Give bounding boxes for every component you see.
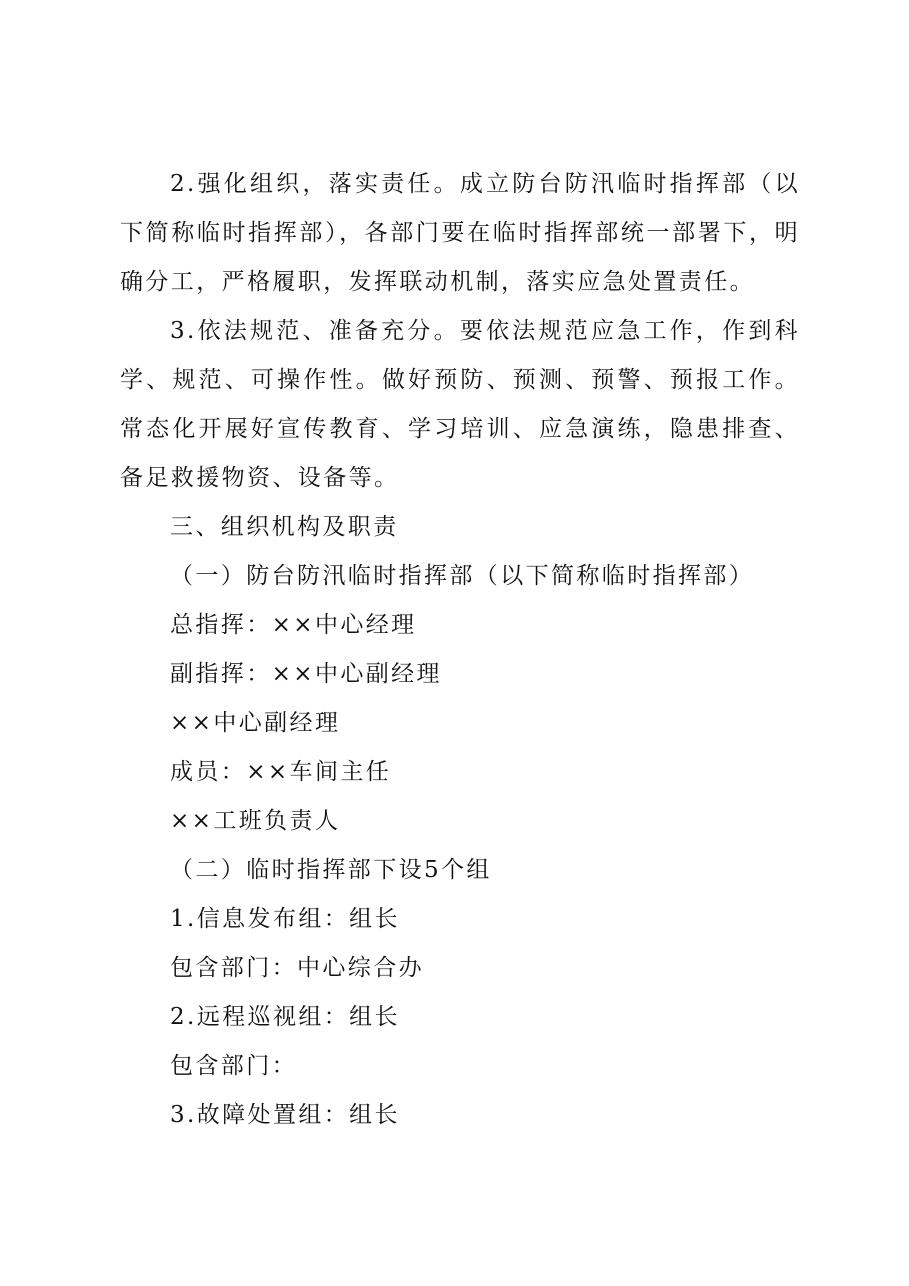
subsection-heading-groups: （二）临时指挥部下设5个组 [170,857,492,883]
group-info-release: 1.信息发布组：组长 [170,906,400,932]
paragraph-law-preparation: 3.依法规范、准备充分。要依法规范应急工作，作到科学、规范、可操作性。做好预防、预测、预警、预报工作。常态化开展好宣传教育、学习培训、应急演练，隐患排查、备足救援物资、设备等。 [120,318,800,491]
members-second-line: ××工班负责人 [170,808,341,834]
group-remote-inspection-departments: 包含部门： [170,1053,297,1079]
chief-commander-line: 总指挥：××中心经理 [170,612,417,638]
members-line: 成员：××车间主任 [170,759,392,785]
paragraph-organization-responsibility: 2.强化组织，落实责任。成立防台防汛临时指挥部（以下简称临时指挥部），各部门要在临时指挥部统一部署下，明确分工，严格履职，发挥联动机制，落实应急处置责任。 [120,171,800,295]
group-remote-inspection: 2.远程巡视组：组长 [170,1004,400,1030]
subsection-heading-command: （一）防台防汛临时指挥部（以下简称临时指挥部） [170,563,755,589]
group-fault-handling: 3.故障处置组：组长 [170,1102,400,1128]
section-heading-organization: 三、组织机构及职责 [170,514,399,540]
deputy-commander-line: 副指挥：××中心副经理 [170,661,442,687]
group-info-release-departments: 包含部门：中心综合办 [170,955,424,981]
deputy-commander-second-line: ××中心副经理 [170,710,341,736]
